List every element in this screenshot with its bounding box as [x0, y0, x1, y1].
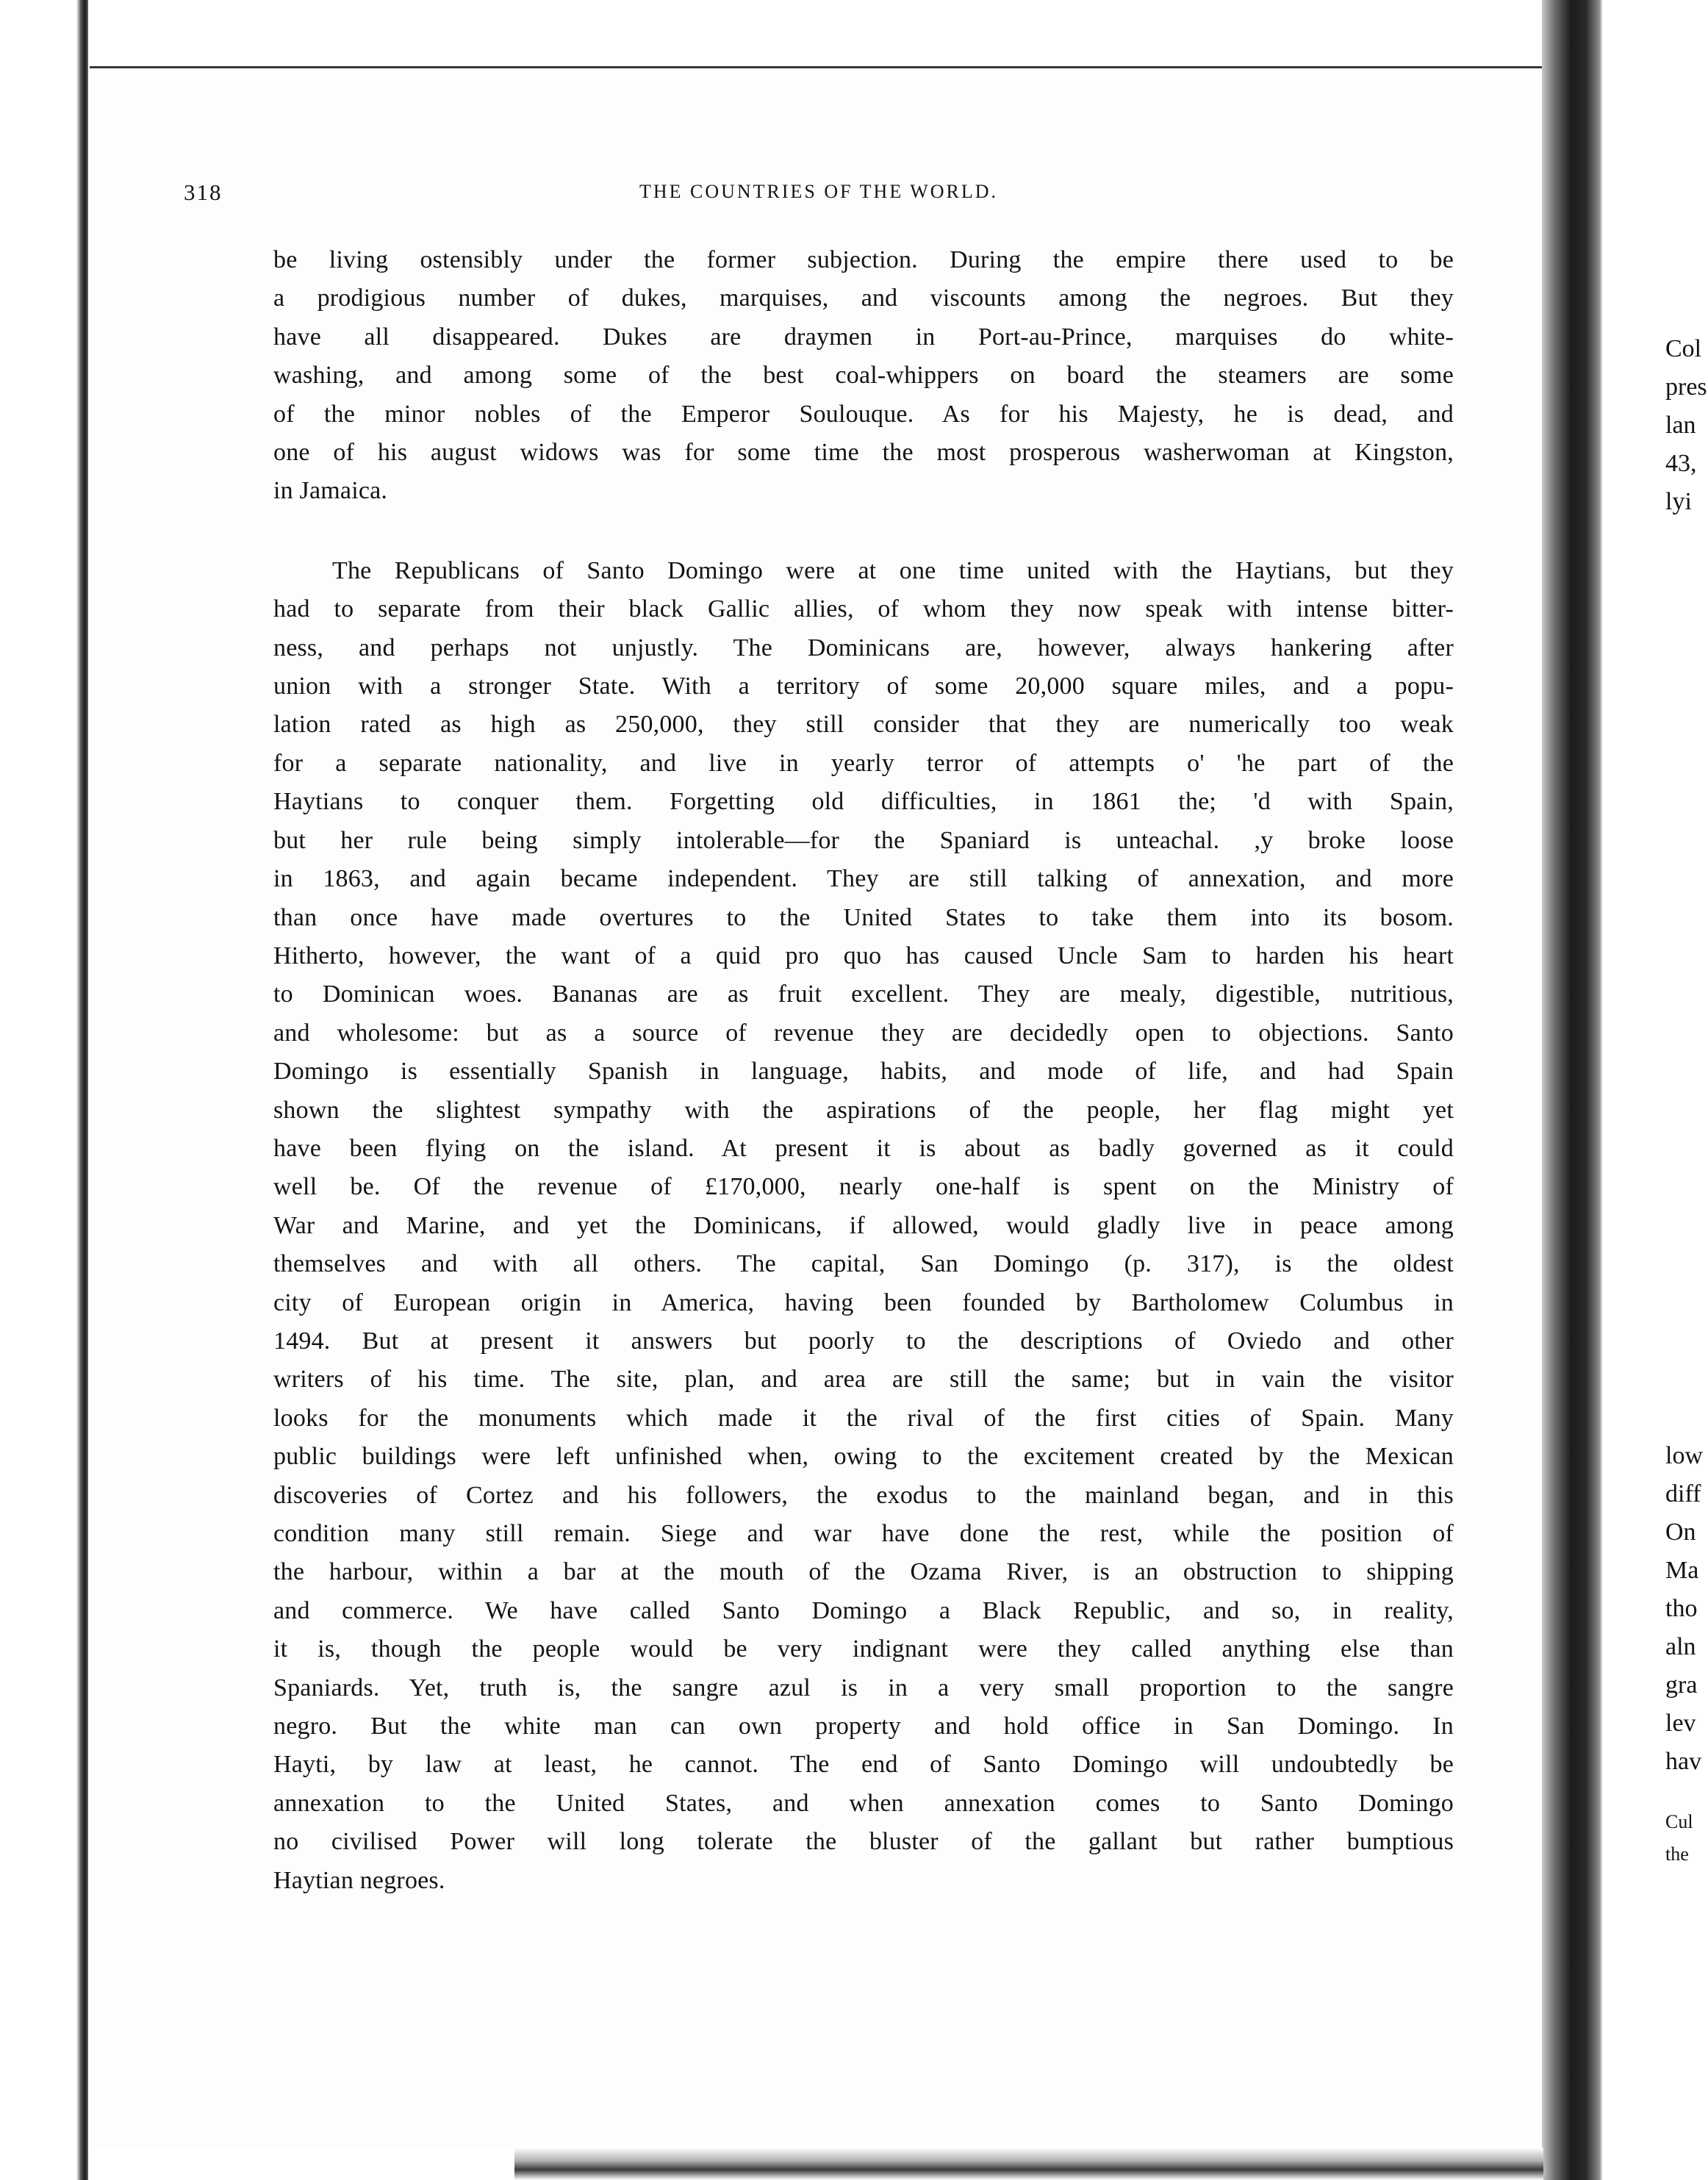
text-line: and commerce. We have called Santo Domingo a Black Republic, and so, in reality, — [273, 1596, 1454, 1624]
opposite-page — [1602, 0, 1708, 2180]
text-line: it is, though the people would be very indignant were they called anything else than — [273, 1635, 1454, 1663]
text-line: Haytians to conquer them. Forgetting old difficulties, in 1861 the; 'd with Spain, — [273, 788, 1454, 816]
opposite-page-fragment: lan — [1665, 412, 1696, 439]
text-line: union with a stronger State. With a territory of some 20,000 square miles, and a popu- — [273, 673, 1454, 700]
opposite-page-fragment: Col — [1665, 335, 1702, 362]
text-line: negro. But the white man can own property and hold office in San Domingo. In — [273, 1713, 1454, 1740]
text-line: looks for the monuments which made it the rival of the first cities of Spain. Many — [273, 1404, 1454, 1432]
text-line: have all disappeared. Dukes are draymen in Port-au-Prince, marquises do white- — [273, 323, 1454, 351]
text-line: ness, and perhaps not unjustly. The Dominicans are, however, always hankering after — [273, 634, 1454, 661]
opposite-page-fragment: hav — [1665, 1748, 1702, 1775]
opposite-page-fragment: gra — [1665, 1671, 1698, 1699]
paragraph-1 — [273, 241, 1454, 511]
text-line: 1494. But at present it answers but poorly to the descriptions of Oviedo and other — [273, 1327, 1454, 1355]
opposite-page-fragment: pres — [1665, 373, 1707, 401]
text-line: Spaniards. Yet, truth is, the sangre azul is in a very small proportion to the sangre — [273, 1674, 1454, 1702]
text-line: writers of his time. The site, plan, and area are still the same; but in vain the visitor — [273, 1366, 1454, 1394]
text-line: public buildings were left unfinished when, owing to the excitement created by the Mexican — [273, 1443, 1454, 1471]
paragraph-gap — [273, 511, 1454, 552]
page-header — [184, 179, 1454, 209]
opposite-page-fragment: Cul — [1665, 1811, 1693, 1832]
text-line: one of his august widows was for some time the most prosperous washerwoman at Kingston, — [273, 439, 1454, 467]
text-line: washing, and among some of the best coal-whippers on board the steamers are some — [273, 362, 1454, 390]
scan-edge-left — [0, 0, 88, 2180]
text-line: city of European origin in America, having been founded by Bartholomew Columbus in — [273, 1288, 1454, 1316]
text-line: condition many still remain. Siege and war have done the rest, while the position of — [273, 1520, 1454, 1547]
bottom-edge-shadow — [514, 2148, 1543, 2180]
text-line: themselves and with all others. The capital, San Domingo (p. 317), is the oldest — [273, 1250, 1454, 1278]
text-line: Haytian negroes. — [273, 1866, 445, 1894]
text-line: well be. Of the revenue of £170,000, nearly one-half is spent on the Ministry of — [273, 1173, 1454, 1201]
paragraph-2 — [273, 552, 1454, 1900]
text-line: Hitherto, however, the want of a quid pro quo has caused Uncle Sam to harden his heart — [273, 942, 1454, 969]
text-line: of the minor nobles of the Emperor Soulouque. As for his Majesty, he is dead, and — [273, 400, 1454, 428]
opposite-page-fragment: lev — [1665, 1710, 1696, 1737]
opposite-page-fragment: 43, — [1665, 450, 1697, 477]
text-line: no civilised Power will long tolerate the bluster of the gallant but rather bumptious — [273, 1828, 1454, 1856]
text-line: than once have made overtures to the United States to take them into its bosom. — [273, 903, 1454, 931]
opposite-page-fragment: aln — [1665, 1633, 1696, 1660]
text-line: the harbour, within a bar at the mouth of the Ozama River, is an obstruction to shipping — [273, 1558, 1454, 1586]
text-line: a prodigious number of dukes, marquises, and viscounts among the negroes. But they — [273, 284, 1454, 312]
text-line: annexation to the United States, and when annexation comes to Santo Domingo — [273, 1789, 1454, 1817]
opposite-page-fragment: Ma — [1665, 1557, 1699, 1584]
text-line: had to separate from their black Gallic allies, of whom they now speak with intense bitter- — [273, 595, 1454, 623]
opposite-page-fragment: On — [1665, 1519, 1696, 1546]
text-line: in 1863, and again became independent. They are still talking of annexation, and more — [273, 865, 1454, 893]
text-line: Domingo is essentially Spanish in language, habits, and mode of life, and had Spain — [273, 1058, 1454, 1086]
text-line: Hayti, by law at least, he cannot. The end of Santo Domingo will undoubtedly be — [273, 1751, 1454, 1779]
text-line: and wholesome: but as a source of revenue they are decidedly open to objections. Santo — [273, 1019, 1454, 1047]
opposite-page-fragment: lyi — [1665, 488, 1692, 515]
text-line: The Republicans of Santo Domingo were at one time united with the Haytians, but they — [332, 556, 1454, 584]
text-line: in Jamaica. — [273, 477, 388, 505]
book-gutter — [1542, 0, 1602, 2180]
text-line: discoveries of Cortez and his followers, the exodus to the mainland began, and in this — [273, 1481, 1454, 1509]
text-line: have been flying on the island. At present it is about as badly governed as it could — [273, 1134, 1454, 1162]
text-line: for a separate nationality, and live in yearly terror of attempts o' 'he part of the — [273, 749, 1454, 777]
text-line: but her rule being simply intolerable—for the Spaniard is unteachal. ,y broke loose — [273, 826, 1454, 854]
opposite-page-fragment: low — [1665, 1442, 1703, 1469]
opposite-page-fragment: diff — [1665, 1480, 1701, 1507]
body-text — [273, 241, 1454, 1900]
text-line: shown the slightest sympathy with the aspirations of the people, her flag might yet — [273, 1096, 1454, 1124]
page-number: 318 — [184, 179, 223, 205]
text-line: lation rated as high as 250,000, they still consider that they are numerically too weak — [273, 711, 1454, 739]
opposite-page-fragment: tho — [1665, 1595, 1698, 1622]
running-title: THE COUNTRIES OF THE WORLD. — [639, 181, 999, 202]
text-line: to Dominican woes. Bananas are as fruit excellent. They are mealy, digestible, nutritious, — [273, 980, 1454, 1008]
text-line: War and Marine, and yet the Dominicans, if allowed, would gladly live in peace among — [273, 1211, 1454, 1239]
opposite-page-fragment: the — [1665, 1843, 1689, 1865]
text-line: be living ostensibly under the former subjection. During the empire there used to be — [273, 246, 1454, 273]
